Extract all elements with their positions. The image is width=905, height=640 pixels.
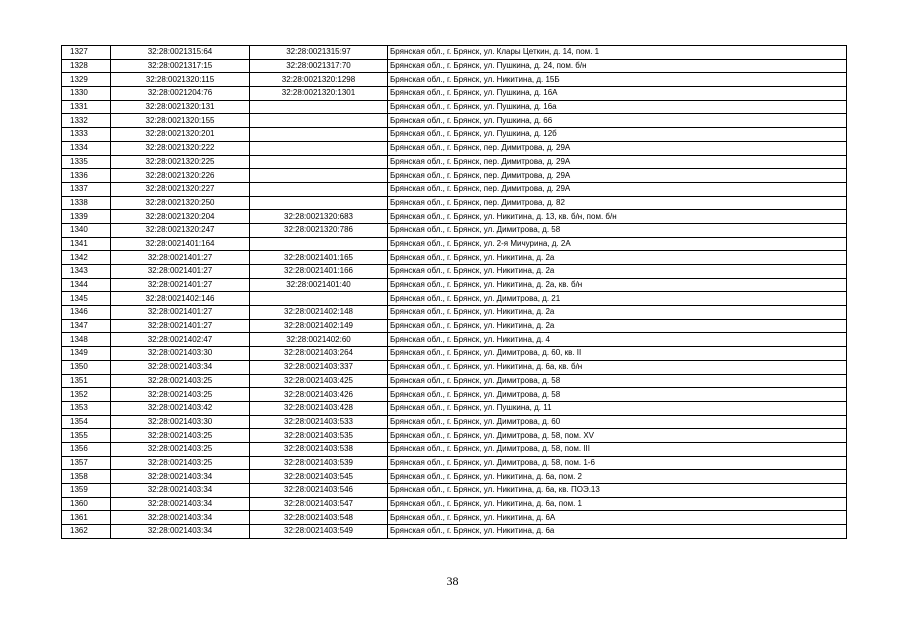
- object-cadastral-number-cell: 32:28:0021401:40: [250, 278, 388, 292]
- object-cadastral-number-cell: 32:28:0021402:149: [250, 319, 388, 333]
- address-cell: Брянская обл., г. Брянск, ул. Пушкина, д. 16а: [388, 100, 847, 114]
- address-cell: Брянская обл., г. Брянск, ул. 2-я Мичурина, д. 2А: [388, 237, 847, 251]
- address-cell: Брянская обл., г. Брянск, ул. Никитина, д. 2а, кв. б/н: [388, 278, 847, 292]
- table-row: [62, 415, 847, 429]
- object-cadastral-number-cell: [250, 196, 388, 210]
- row-number-cell: 1358: [62, 470, 111, 484]
- object-cadastral-number-cell: 32:28:0021320:1298: [250, 73, 388, 87]
- row-number-cell: 1331: [62, 100, 111, 114]
- row-number-cell: 1339: [62, 210, 111, 224]
- parcel-cadastral-number-cell: 32:28:0021403:34: [111, 360, 250, 374]
- registry-table-body: [62, 46, 847, 539]
- object-cadastral-number-cell: [250, 237, 388, 251]
- object-cadastral-number-cell: 32:28:0021320:683: [250, 210, 388, 224]
- table-row: [62, 374, 847, 388]
- object-cadastral-number-cell: 32:28:0021320:1301: [250, 87, 388, 101]
- object-cadastral-number-cell: 32:28:0021403:264: [250, 347, 388, 361]
- address-cell: Брянская обл., г. Брянск, пер. Димитрова, д. 29А: [388, 141, 847, 155]
- row-number-cell: 1354: [62, 415, 111, 429]
- row-number-cell: 1343: [62, 265, 111, 279]
- row-number-cell: 1349: [62, 347, 111, 361]
- parcel-cadastral-number-cell: 32:28:0021403:34: [111, 484, 250, 498]
- object-cadastral-number-cell: 32:28:0021403:548: [250, 511, 388, 525]
- parcel-cadastral-number-cell: 32:28:0021320:155: [111, 114, 250, 128]
- row-number-cell: 1345: [62, 292, 111, 306]
- parcel-cadastral-number-cell: 32:28:0021204:76: [111, 87, 250, 101]
- address-cell: Брянская обл., г. Брянск, ул. Димитрова, д. 58: [388, 388, 847, 402]
- parcel-cadastral-number-cell: 32:28:0021401:27: [111, 278, 250, 292]
- object-cadastral-number-cell: [250, 141, 388, 155]
- table-row: [62, 155, 847, 169]
- address-cell: Брянская обл., г. Брянск, ул. Никитина, д. 13, кв. б/н, пом. б/н: [388, 210, 847, 224]
- row-number-cell: 1360: [62, 497, 111, 511]
- object-cadastral-number-cell: 32:28:0021403:428: [250, 401, 388, 415]
- row-number-cell: 1347: [62, 319, 111, 333]
- row-number-cell: 1351: [62, 374, 111, 388]
- row-number-cell: 1340: [62, 223, 111, 237]
- table-row: [62, 525, 847, 539]
- parcel-cadastral-number-cell: 32:28:0021403:34: [111, 470, 250, 484]
- row-number-cell: 1329: [62, 73, 111, 87]
- object-cadastral-number-cell: 32:28:0021403:538: [250, 442, 388, 456]
- address-cell: Брянская обл., г. Брянск, ул. Никитина, д. 6а, пом. 2: [388, 470, 847, 484]
- object-cadastral-number-cell: 32:28:0021403:535: [250, 429, 388, 443]
- address-cell: Брянская обл., г. Брянск, пер. Димитрова, д. 29А: [388, 169, 847, 183]
- address-cell: Брянская обл., г. Брянск, ул. Димитрова, д. 58, пом. 1-6: [388, 456, 847, 470]
- object-cadastral-number-cell: [250, 128, 388, 142]
- parcel-cadastral-number-cell: 32:28:0021320:250: [111, 196, 250, 210]
- address-cell: Брянская обл., г. Брянск, ул. Пушкина, д. 12б: [388, 128, 847, 142]
- page-number: 38: [446, 574, 459, 588]
- row-number-cell: 1333: [62, 128, 111, 142]
- address-cell: Брянская обл., г. Брянск, ул. Димитрова, д. 60, кв. II: [388, 347, 847, 361]
- address-cell: Брянская обл., г. Брянск, пер. Димитрова, д. 29А: [388, 155, 847, 169]
- table-row: [62, 114, 847, 128]
- table-row: [62, 442, 847, 456]
- table-row: [62, 73, 847, 87]
- row-number-cell: 1346: [62, 306, 111, 320]
- parcel-cadastral-number-cell: 32:28:0021403:34: [111, 511, 250, 525]
- parcel-cadastral-number-cell: 32:28:0021403:25: [111, 388, 250, 402]
- parcel-cadastral-number-cell: 32:28:0021320:115: [111, 73, 250, 87]
- row-number-cell: 1362: [62, 525, 111, 539]
- object-cadastral-number-cell: 32:28:0021402:60: [250, 333, 388, 347]
- table-row: [62, 59, 847, 73]
- table-row: [62, 511, 847, 525]
- object-cadastral-number-cell: [250, 292, 388, 306]
- parcel-cadastral-number-cell: 32:28:0021317:15: [111, 59, 250, 73]
- table-row: [62, 87, 847, 101]
- object-cadastral-number-cell: 32:28:0021403:547: [250, 497, 388, 511]
- table-row: [62, 401, 847, 415]
- row-number-cell: 1338: [62, 196, 111, 210]
- table-row: [62, 100, 847, 114]
- object-cadastral-number-cell: 32:28:0021403:426: [250, 388, 388, 402]
- row-number-cell: 1342: [62, 251, 111, 265]
- table-row: [62, 251, 847, 265]
- row-number-cell: 1353: [62, 401, 111, 415]
- table-row: [62, 265, 847, 279]
- table-row: [62, 182, 847, 196]
- table-row: [62, 470, 847, 484]
- parcel-cadastral-number-cell: 32:28:0021320:204: [111, 210, 250, 224]
- parcel-cadastral-number-cell: 32:28:0021403:25: [111, 374, 250, 388]
- object-cadastral-number-cell: [250, 155, 388, 169]
- row-number-cell: 1344: [62, 278, 111, 292]
- object-cadastral-number-cell: 32:28:0021403:546: [250, 484, 388, 498]
- table-row: [62, 306, 847, 320]
- row-number-cell: 1341: [62, 237, 111, 251]
- table-row: [62, 141, 847, 155]
- row-number-cell: 1336: [62, 169, 111, 183]
- table-row: [62, 319, 847, 333]
- parcel-cadastral-number-cell: 32:28:0021320:225: [111, 155, 250, 169]
- address-cell: Брянская обл., г. Брянск, пер. Димитрова, д. 29А: [388, 182, 847, 196]
- registry-table: [61, 45, 847, 539]
- row-number-cell: 1334: [62, 141, 111, 155]
- object-cadastral-number-cell: 32:28:0021317:70: [250, 59, 388, 73]
- parcel-cadastral-number-cell: 32:28:0021403:34: [111, 525, 250, 539]
- address-cell: Брянская обл., г. Брянск, ул. Димитрова, д. 58, пом. XV: [388, 429, 847, 443]
- address-cell: Брянская обл., г. Брянск, ул. Димитрова, д. 60: [388, 415, 847, 429]
- parcel-cadastral-number-cell: 32:28:0021320:226: [111, 169, 250, 183]
- parcel-cadastral-number-cell: 32:28:0021401:27: [111, 306, 250, 320]
- parcel-cadastral-number-cell: 32:28:0021320:201: [111, 128, 250, 142]
- table-row: [62, 456, 847, 470]
- table-row: [62, 278, 847, 292]
- address-cell: Брянская обл., г. Брянск, ул. Никитина, д. 15Б: [388, 73, 847, 87]
- row-number-cell: 1330: [62, 87, 111, 101]
- address-cell: Брянская обл., г. Брянск, ул. Клары Цеткин, д. 14, пом. 1: [388, 46, 847, 60]
- table-row: [62, 497, 847, 511]
- table-row: [62, 196, 847, 210]
- object-cadastral-number-cell: 32:28:0021401:165: [250, 251, 388, 265]
- object-cadastral-number-cell: [250, 100, 388, 114]
- parcel-cadastral-number-cell: 32:28:0021320:227: [111, 182, 250, 196]
- table-row: [62, 429, 847, 443]
- parcel-cadastral-number-cell: 32:28:0021401:27: [111, 265, 250, 279]
- row-number-cell: 1359: [62, 484, 111, 498]
- table-row: [62, 484, 847, 498]
- table-row: [62, 46, 847, 60]
- table-row: [62, 237, 847, 251]
- address-cell: Брянская обл., г. Брянск, ул. Пушкина, д. 66: [388, 114, 847, 128]
- object-cadastral-number-cell: 32:28:0021320:786: [250, 223, 388, 237]
- table-row: [62, 128, 847, 142]
- row-number-cell: 1357: [62, 456, 111, 470]
- address-cell: Брянская обл., г. Брянск, ул. Никитина, д. 4: [388, 333, 847, 347]
- table-row: [62, 360, 847, 374]
- parcel-cadastral-number-cell: 32:28:0021403:30: [111, 415, 250, 429]
- parcel-cadastral-number-cell: 32:28:0021401:164: [111, 237, 250, 251]
- table-row: [62, 210, 847, 224]
- object-cadastral-number-cell: 32:28:0021403:539: [250, 456, 388, 470]
- row-number-cell: 1327: [62, 46, 111, 60]
- row-number-cell: 1348: [62, 333, 111, 347]
- row-number-cell: 1356: [62, 442, 111, 456]
- object-cadastral-number-cell: 32:28:0021401:166: [250, 265, 388, 279]
- table-row: [62, 223, 847, 237]
- parcel-cadastral-number-cell: 32:28:0021320:247: [111, 223, 250, 237]
- address-cell: Брянская обл., г. Брянск, ул. Никитина, д. 6а, кв. б/н: [388, 360, 847, 374]
- parcel-cadastral-number-cell: 32:28:0021403:25: [111, 442, 250, 456]
- row-number-cell: 1350: [62, 360, 111, 374]
- object-cadastral-number-cell: 32:28:0021403:533: [250, 415, 388, 429]
- table-row: [62, 292, 847, 306]
- parcel-cadastral-number-cell: 32:28:0021320:222: [111, 141, 250, 155]
- parcel-cadastral-number-cell: 32:28:0021403:25: [111, 429, 250, 443]
- row-number-cell: 1332: [62, 114, 111, 128]
- table-row: [62, 388, 847, 402]
- parcel-cadastral-number-cell: 32:28:0021320:131: [111, 100, 250, 114]
- address-cell: Брянская обл., г. Брянск, ул. Никитина, д. 2а: [388, 265, 847, 279]
- address-cell: Брянская обл., г. Брянск, ул. Никитина, д. 6а: [388, 525, 847, 539]
- address-cell: Брянская обл., г. Брянск, ул. Пушкина, д. 24, пом. б/н: [388, 59, 847, 73]
- parcel-cadastral-number-cell: 32:28:0021402:146: [111, 292, 250, 306]
- address-cell: Брянская обл., г. Брянск, ул. Димитрова, д. 58: [388, 374, 847, 388]
- table-row: [62, 169, 847, 183]
- row-number-cell: 1335: [62, 155, 111, 169]
- object-cadastral-number-cell: [250, 114, 388, 128]
- table-row: [62, 333, 847, 347]
- object-cadastral-number-cell: 32:28:0021403:549: [250, 525, 388, 539]
- object-cadastral-number-cell: 32:28:0021403:337: [250, 360, 388, 374]
- object-cadastral-number-cell: 32:28:0021403:545: [250, 470, 388, 484]
- parcel-cadastral-number-cell: 32:28:0021403:34: [111, 497, 250, 511]
- address-cell: Брянская обл., г. Брянск, ул. Димитрова, д. 21: [388, 292, 847, 306]
- parcel-cadastral-number-cell: 32:28:0021401:27: [111, 251, 250, 265]
- object-cadastral-number-cell: 32:28:0021402:148: [250, 306, 388, 320]
- parcel-cadastral-number-cell: 32:28:0021403:25: [111, 456, 250, 470]
- address-cell: Брянская обл., г. Брянск, ул. Никитина, д. 2а: [388, 306, 847, 320]
- parcel-cadastral-number-cell: 32:28:0021403:30: [111, 347, 250, 361]
- row-number-cell: 1337: [62, 182, 111, 196]
- parcel-cadastral-number-cell: 32:28:0021315:64: [111, 46, 250, 60]
- row-number-cell: 1352: [62, 388, 111, 402]
- address-cell: Брянская обл., г. Брянск, ул. Никитина, д. 6а, пом. 1: [388, 497, 847, 511]
- object-cadastral-number-cell: 32:28:0021403:425: [250, 374, 388, 388]
- address-cell: Брянская обл., г. Брянск, ул. Никитина, д. 2а: [388, 251, 847, 265]
- address-cell: Брянская обл., г. Брянск, ул. Пушкина, д. 11: [388, 401, 847, 415]
- object-cadastral-number-cell: 32:28:0021315:97: [250, 46, 388, 60]
- address-cell: Брянская обл., г. Брянск, ул. Никитина, д. 2а: [388, 319, 847, 333]
- row-number-cell: 1361: [62, 511, 111, 525]
- address-cell: Брянская обл., г. Брянск, ул. Димитрова, д. 58, пом. III: [388, 442, 847, 456]
- address-cell: Брянская обл., г. Брянск, ул. Димитрова, д. 58: [388, 223, 847, 237]
- row-number-cell: 1328: [62, 59, 111, 73]
- row-number-cell: 1355: [62, 429, 111, 443]
- address-cell: Брянская обл., г. Брянск, ул. Никитина, д. 6А: [388, 511, 847, 525]
- table-row: [62, 347, 847, 361]
- parcel-cadastral-number-cell: 32:28:0021403:42: [111, 401, 250, 415]
- parcel-cadastral-number-cell: 32:28:0021402:47: [111, 333, 250, 347]
- address-cell: Брянская обл., г. Брянск, ул. Никитина, д. 6а, кв. ПОЭ.13: [388, 484, 847, 498]
- object-cadastral-number-cell: [250, 182, 388, 196]
- address-cell: Брянская обл., г. Брянск, ул. Пушкина, д. 16А: [388, 87, 847, 101]
- parcel-cadastral-number-cell: 32:28:0021401:27: [111, 319, 250, 333]
- object-cadastral-number-cell: [250, 169, 388, 183]
- address-cell: Брянская обл., г. Брянск, пер. Димитрова, д. 82: [388, 196, 847, 210]
